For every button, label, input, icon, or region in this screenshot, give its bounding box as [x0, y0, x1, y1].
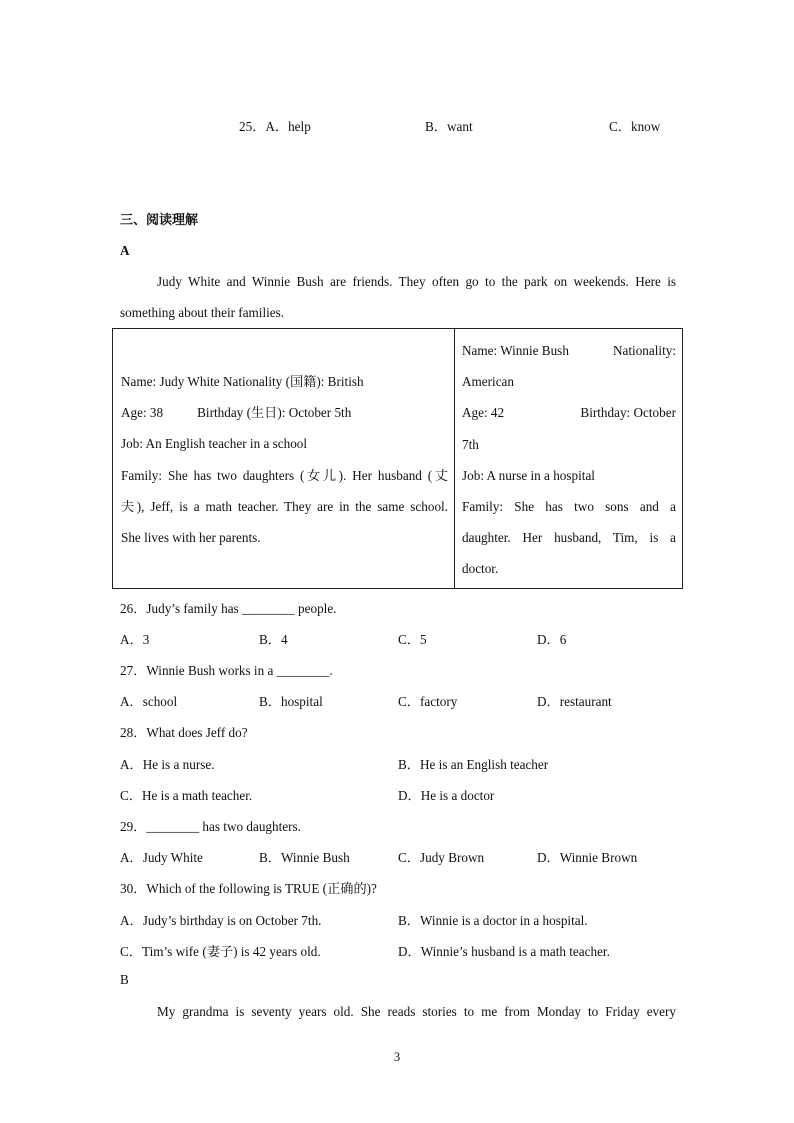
q28-stem: 28．What does Jeff do?	[120, 725, 248, 740]
judy-age-birthday: Age: 38 Birthday (生日): October 5th	[121, 405, 352, 421]
winnie-age-birthday: Age: 42 Birthday: October	[462, 405, 676, 421]
winnie-family-line2: daughter. Her husband, Tim, is a	[462, 530, 676, 546]
q26-option-a: A．3	[120, 632, 150, 647]
passage-a-intro	[120, 266, 676, 328]
page-number: 3	[393, 1050, 401, 1064]
q30-option-a: A．Judy’s birthday is on October 7th.	[120, 913, 322, 928]
winnie-family-line1: Family: She has two sons and a	[462, 499, 676, 515]
winnie-info-cell	[455, 329, 683, 589]
passage-a-intro-line2: something about their families.	[120, 305, 285, 320]
winnie-nationality-value: American	[462, 374, 514, 390]
q26-stem: 26．Judy’s family has ________ people.	[120, 601, 337, 616]
q25-option-c: C．know	[609, 119, 661, 134]
judy-info-cell	[113, 329, 455, 589]
q27-stem: 27．Winnie Bush works in a ________.	[120, 663, 333, 678]
passage-b-text	[120, 996, 676, 1027]
q26-option-c: C．5	[398, 632, 427, 647]
q29-option-c: C．Judy Brown	[398, 850, 485, 865]
q30-option-c: C．Tim’s wife (妻子) is 42 years old.	[120, 944, 321, 959]
q26-option-b: B．4	[259, 632, 288, 647]
winnie-family-line3: doctor.	[462, 561, 499, 577]
q30-option-b: B．Winnie is a doctor in a hospital.	[398, 913, 588, 928]
q28-option-d: D．He is a doctor	[398, 788, 495, 803]
winnie-name-nationality: Name: Winnie Bush Nationality:	[462, 343, 676, 358]
q27-option-c: C．factory	[398, 694, 458, 709]
judy-family-line2: 夫), Jeff, is a math teacher. They are in the same school.	[121, 498, 448, 514]
winnie-job: Job: A nurse in a hospital	[462, 467, 595, 483]
passage-b-letter: B	[120, 972, 129, 987]
judy-name-nationality: Name: Judy White Nationality (国籍): British	[121, 374, 364, 389]
q29-stem: 29．________ has two daughters.	[120, 819, 301, 834]
passage-a-intro-line1: Judy White and Winnie Bush are friends. They often go to the park on weekends. Here is	[157, 274, 676, 289]
q28-option-a: A．He is a nurse.	[120, 757, 215, 772]
q25-option-a: 25．A．help	[239, 119, 311, 134]
q27-option-b: B．hospital	[259, 694, 323, 709]
q30-stem: 30．Which of the following is TRUE (正确的)?	[120, 881, 377, 896]
q29-option-d: D．Winnie Brown	[537, 850, 638, 865]
q28-option-b: B．He is an English teacher	[398, 757, 549, 772]
winnie-birthday-day: 7th	[462, 436, 479, 452]
q26-option-d: D．6	[537, 632, 567, 647]
q27-option-d: D．restaurant	[537, 694, 612, 709]
judy-job: Job: An English teacher in a school	[121, 436, 308, 452]
q29-option-b: B．Winnie Bush	[259, 850, 350, 865]
judy-family-line1: Family: She has two daughters (女儿). Her husband (丈	[121, 467, 448, 483]
section-title: 三、阅读理解	[120, 213, 199, 228]
q28-option-c: C．He is a math teacher.	[120, 788, 253, 803]
passage-a-letter: A	[120, 243, 130, 258]
judy-family-line3: She lives with her parents.	[121, 530, 261, 546]
q25-option-b: B．want	[425, 119, 473, 134]
passage-b-line1: My grandma is seventy years old. She reads stories to me from Monday to Friday every	[157, 1004, 676, 1019]
q30-option-d: D．Winnie’s husband is a math teacher.	[398, 944, 610, 959]
q29-option-a: A．Judy White	[120, 850, 203, 865]
q27-option-a: A．school	[120, 694, 178, 709]
family-info-table	[112, 328, 683, 589]
